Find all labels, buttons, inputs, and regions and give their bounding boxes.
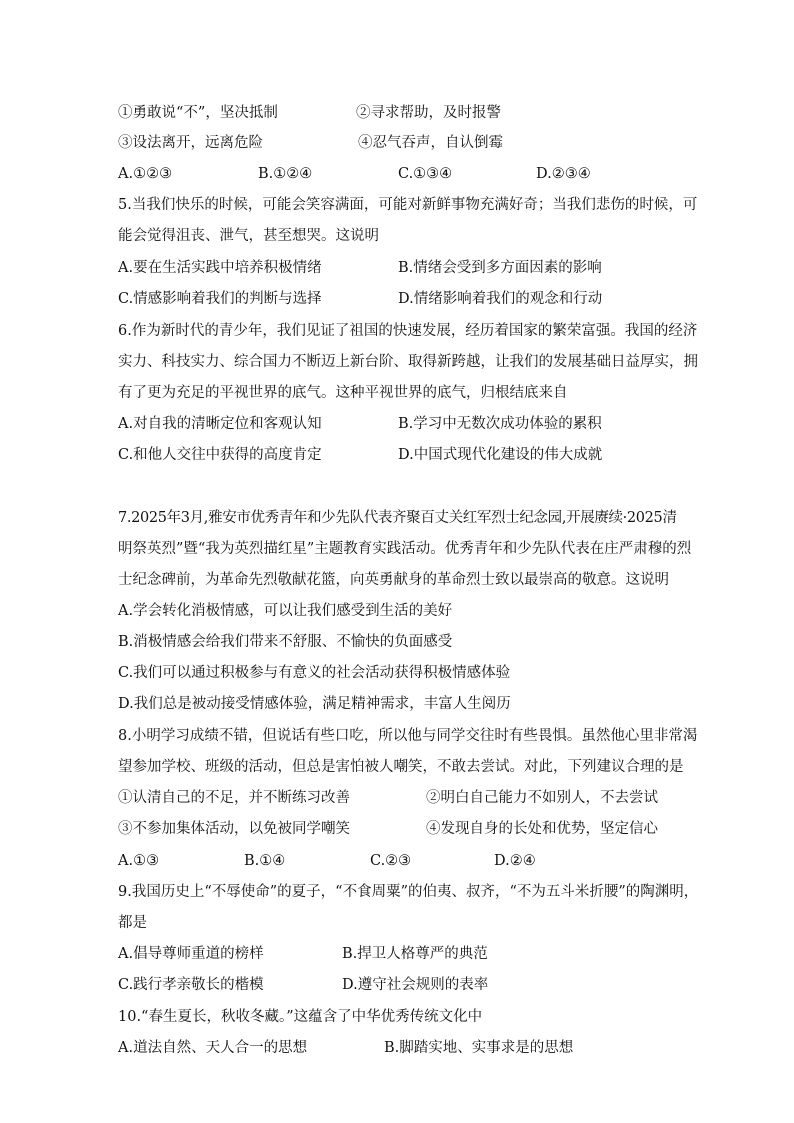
- q5-options-row-1: [118, 258, 678, 278]
- q8-statement-row-1: [118, 788, 678, 808]
- q4-option-a: A.①②③: [118, 166, 173, 182]
- q4-option-b: B.①②④: [258, 166, 313, 182]
- q4-statement-row-2: [118, 133, 678, 153]
- q5-option-a: A.要在生活实践中培养积极情绪: [118, 260, 322, 276]
- q4-statement-2: ②寻求帮助，及时报警: [356, 105, 501, 121]
- q5-stem-line-1: 5.当我们快乐的时候，可能会笑容满面，可能对新鲜事物充满好奇；当我们悲伤的时候，可: [118, 197, 698, 213]
- q6-option-b: B.学习中无数次成功体验的累积: [398, 416, 602, 432]
- q6-option-c: C.和他人交往中获得的高度肯定: [118, 447, 322, 463]
- q4-option-d: D.②③④: [536, 166, 591, 182]
- q9-option-c: C.践行孝亲敬长的楷模: [118, 977, 264, 993]
- q10-stem-line-1: 10.“春生夏长，秋收冬藏。”这蕴含了中华优秀传统文化中: [118, 1009, 483, 1025]
- q8-statement-3: ③不参加集体活动，以免被同学嘲笑: [118, 821, 350, 837]
- q7-option-a: A.学会转化消极情感，可以让我们感受到生活的美好: [118, 603, 453, 619]
- q5-option-b: B.情绪会受到多方面因素的影响: [398, 260, 602, 276]
- q9-stem-line-2: 都是: [118, 915, 147, 931]
- q9-stem-line-1: 9.我国历史上“不辱使命”的夏子，“不食周粟”的伯夷、叔齐，“不为五斗米折腰”的陶渊明，: [118, 884, 699, 900]
- q8-statement-2: ②明白自己能力不如别人，不去尝试: [426, 790, 658, 806]
- q6-option-d: D.中国式现代化建设的伟大成就: [398, 447, 603, 463]
- q7-option-b: B.消极情感会给我们带来不舒服、不愉快的负面感受: [118, 634, 453, 650]
- q6-option-a: A.对自我的清晰定位和客观认知: [118, 416, 322, 432]
- q5-option-d: D.情绪影响着我们的观念和行动: [398, 291, 603, 307]
- q4-statement-4: ④忍气吞声，自认倒霉: [358, 135, 503, 151]
- q8-statement-row-2: [118, 819, 678, 839]
- q8-statement-1: ①认清自己的不足，并不断练习改善: [118, 790, 350, 806]
- q6-stem-line-3: 有了更为充足的平视世界的底气。这种平视世界的底气，归根结底来自: [118, 385, 568, 401]
- q6-options-row-1: [118, 414, 678, 434]
- q4-option-c: C.①③④: [398, 166, 453, 182]
- q9-options-row-2: [118, 975, 678, 995]
- q7-stem-line-1: 7.2025年3月,雅安市优秀青年和少先队代表齐聚百丈关红军烈士纪念园,开展赓续·2025清: [118, 510, 677, 526]
- q8-choices: [118, 851, 678, 871]
- q9-option-a: A.倡导尊师重道的榜样: [118, 946, 264, 962]
- q4-statement-3: ③设法离开，远离危险: [118, 135, 263, 151]
- q8-stem-line-1: 8.小明学习成绩不错，但说话有些口吃，所以他与同学交往时有些畏惧。虽然他心里非常渴: [118, 728, 698, 744]
- q8-option-b: B.①④: [244, 853, 286, 869]
- q10-options-row-1: [118, 1038, 678, 1058]
- q6-stem-line-2: 实力、科技实力、综合国力不断迈上新台阶、取得新跨越，让我们的发展基础日益厚实，拥: [118, 354, 698, 370]
- q4-choices: [118, 164, 678, 184]
- q4-statement-1: ①勇敢说“不”，坚决抵制: [118, 105, 278, 121]
- q8-option-c: C.②③: [370, 853, 412, 869]
- q5-option-c: C.情感影响着我们的判断与选择: [118, 291, 322, 307]
- q6-options-row-2: [118, 445, 678, 465]
- q5-options-row-2: [118, 289, 678, 309]
- q10-option-b: B.脚踏实地、实事求是的思想: [384, 1040, 574, 1056]
- q5-stem-line-2: 能会觉得沮丧、泄气，甚至想哭。这说明: [118, 228, 379, 244]
- q9-options-row-1: [118, 944, 678, 964]
- q7-stem-line-2: 明祭英烈”暨“我为英烈描红星”主题教育实践活动。优秀青年和少先队代表在庄严肃穆的烈: [118, 541, 692, 557]
- q6-stem-line-1: 6.作为新时代的青少年，我们见证了祖国的快速发展，经历着国家的繁荣富强。我国的经济: [118, 323, 698, 339]
- q9-option-b: B.捍卫人格尊严的典范: [342, 946, 488, 962]
- q8-option-d: D.②④: [494, 853, 536, 869]
- q9-option-d: D.遵守社会规则的表率: [342, 977, 489, 993]
- q8-statement-4: ④发现自身的长处和优势，坚定信心: [426, 821, 658, 837]
- q7-option-d: D.我们总是被动接受情感体验，满足精神需求，丰富人生阅历: [118, 696, 511, 712]
- q4-statement-row-1: [118, 103, 678, 123]
- q7-stem-line-3: 士纪念碑前，为革命先烈敬献花篮，向英勇献身的革命烈士致以最崇高的敬意。这说明: [118, 572, 669, 588]
- q8-stem-line-2: 望参加学校、班级的活动，但总是害怕被人嘲笑，不敢去尝试。对此，下列建议合理的是: [118, 759, 684, 775]
- q7-option-c: C.我们可以通过积极参与有意义的社会活动获得积极情感体验: [118, 665, 511, 681]
- q8-option-a: A.①③: [118, 853, 160, 869]
- q10-option-a: A.道法自然、天人合一的思想: [118, 1040, 308, 1056]
